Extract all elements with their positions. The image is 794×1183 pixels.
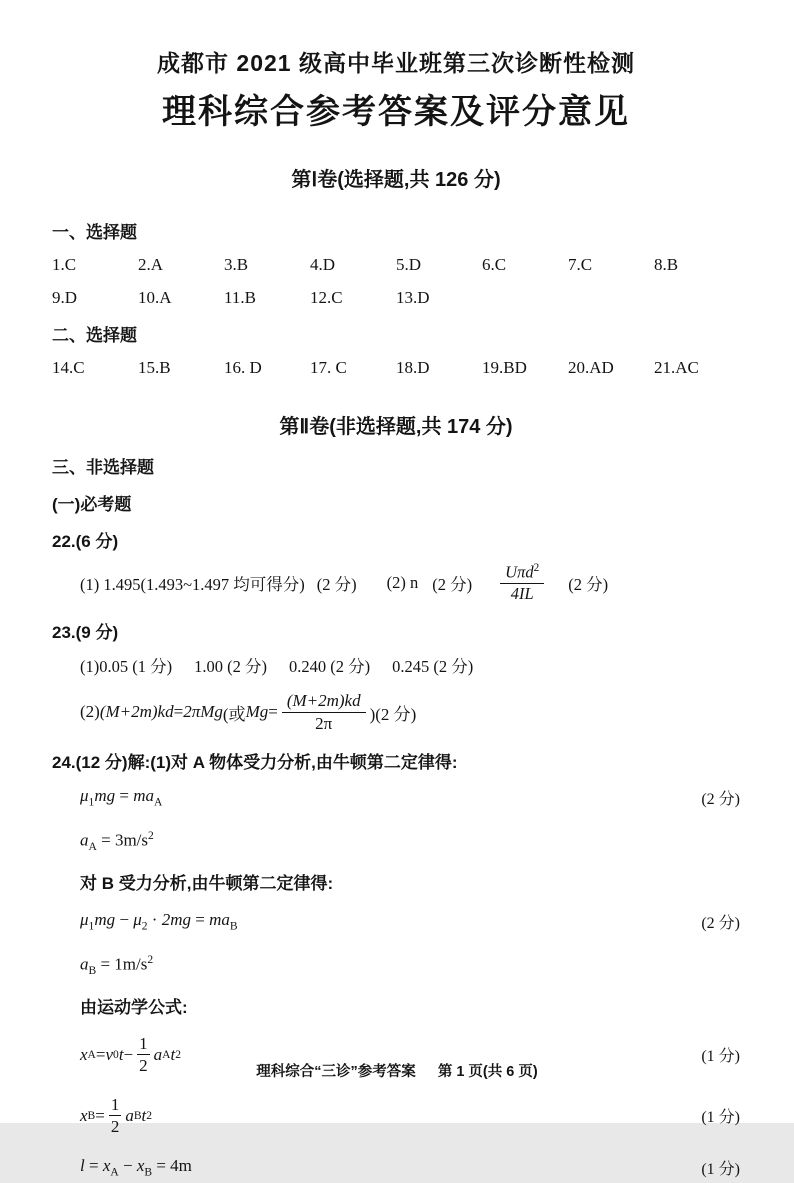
q22-heading: 22.(6 分): [52, 532, 119, 551]
score-badge: (1 分): [701, 1161, 740, 1179]
var-mu: μ: [80, 910, 89, 930]
var-mg: mg: [94, 910, 116, 930]
sub-2: 2: [141, 919, 148, 933]
required-questions-label: (一)必考题: [52, 495, 132, 514]
page-footer: [0, 1060, 794, 1081]
equals-sign: =: [96, 830, 115, 850]
q22-answer-2: (2) n: [386, 573, 419, 593]
q24-text-kinematics: 由运动学公式:: [80, 997, 188, 1017]
var-mu: μ: [80, 786, 89, 806]
part1-label: 一、选择题: [52, 223, 137, 242]
answer-key-title: 理科综合参考答案及评分意见: [162, 93, 630, 131]
var-x: x: [102, 1156, 111, 1176]
q22-score-2: (2 分): [432, 575, 473, 595]
answer-item-13: 13.D: [396, 288, 430, 307]
var-x: x: [136, 1156, 145, 1176]
q23-eq-prefix: (2): [80, 702, 100, 722]
q23-heading: 23.(9 分): [52, 623, 119, 643]
equals-sign: =: [190, 910, 210, 930]
answer-item-5: 5.D: [396, 255, 422, 274]
q24-text-b-analysis: 对 B 受力分析,由牛顿第二定律得:: [80, 873, 334, 893]
sup-2: 2: [146, 1109, 153, 1123]
answer-item-18: 18.D: [396, 358, 430, 377]
sup-2: 2: [148, 828, 154, 842]
var-2mg: 2mg: [161, 910, 191, 930]
dot-operator: ·: [147, 910, 162, 930]
var-t: t: [118, 1044, 124, 1064]
equals-sign: =: [96, 954, 115, 974]
score-badge: (1 分): [701, 1048, 740, 1066]
q24-formula-3: [52, 907, 740, 937]
exam-title: 成都市 2021 级高中毕业班第三次诊断性检测: [157, 50, 635, 76]
q23-eq-or: (或: [222, 704, 246, 724]
var-x: x: [80, 1105, 88, 1125]
section1-heading: 第Ⅰ卷(选择题,共 126 分): [291, 169, 501, 191]
formula-body: [80, 910, 238, 932]
q23-eq-sign2: =: [268, 702, 278, 722]
q24-formula-4: [52, 950, 740, 980]
answers-row-3: [52, 358, 740, 378]
fraction-numerator: (M+2m)kd: [282, 691, 366, 713]
var-mg: mg: [94, 786, 116, 806]
fraction-denominator: 2: [110, 1116, 120, 1136]
fraction-denominator: 2: [139, 1055, 148, 1075]
var-ma: ma: [133, 786, 154, 806]
answer-item-4: 4.D: [310, 255, 336, 274]
value-1ms: 1m/s: [114, 954, 148, 974]
q24-heading: 24.(12 分)解:(1)对 A 物体受力分析,由牛顿第二定律得:: [52, 752, 458, 772]
equals-sign: =: [84, 1156, 103, 1176]
frac-num-exponent: 2: [533, 562, 540, 574]
answer-item-20: 20.AD: [568, 358, 614, 377]
var-l: l: [80, 1156, 85, 1176]
sub-A: A: [88, 839, 97, 853]
answer-item-9: 9.D: [52, 288, 78, 307]
q22-answer-1: (1) 1.495(1.493~1.497 均可得分): [80, 575, 305, 595]
sup-2: 2: [175, 1048, 181, 1062]
value-3ms: 3m/s: [114, 830, 148, 850]
score-badge: (2 分): [701, 915, 740, 933]
formula-body: [80, 1095, 152, 1136]
q22-answers: [52, 562, 740, 604]
sub-A: A: [87, 1048, 96, 1062]
answer-item-21: 21.AC: [654, 358, 699, 377]
score-badge: (1 分): [701, 1109, 740, 1127]
var-a: a: [80, 954, 89, 974]
var-t: t: [170, 1044, 176, 1064]
fraction-m2mkd-over-2pi: [282, 691, 366, 733]
equals-sign: =: [152, 1156, 171, 1176]
sub-1: 1: [88, 919, 95, 933]
sub-A: A: [110, 1165, 119, 1179]
q23-eq-sign: =: [173, 702, 184, 722]
var-mu2: μ: [133, 910, 142, 930]
q24-formula-7: [52, 1153, 740, 1183]
var-a: a: [80, 830, 89, 850]
sub-B: B: [144, 1165, 153, 1179]
sup-2: 2: [147, 952, 154, 966]
q23-eq-suffix: )(2 分): [369, 704, 417, 724]
q23-line2-equation: [52, 691, 740, 733]
minus-sign: −: [115, 910, 134, 930]
frac-num-vars: Uπd: [505, 562, 534, 582]
footer-doc-name: 理科综合“三诊”参考答案: [256, 1064, 416, 1080]
answer-item-1: 1.C: [52, 255, 77, 274]
answers-row-2: [52, 288, 740, 308]
q24-formula-1: [52, 783, 740, 813]
part2-label: 二、选择题: [52, 326, 137, 345]
answer-item-3: 3.B: [224, 255, 249, 274]
equals-sign: =: [95, 1105, 105, 1125]
answers-row-1: [52, 255, 740, 275]
answer-item-10: 10.A: [138, 288, 172, 307]
fraction-numerator: 1: [139, 1033, 148, 1053]
fraction-upid2-over-4il: [500, 562, 544, 604]
answer-item-8: 8.B: [654, 255, 679, 274]
sub-A: A: [153, 795, 163, 809]
fraction-one-half: [109, 1095, 122, 1136]
answer-item-2: 2.A: [138, 255, 164, 274]
q23-answer-1: (1)0.05 (1 分): [80, 657, 173, 677]
q23-answer-4: 0.245 (2 分): [392, 657, 474, 677]
answer-item-17: 17. C: [310, 358, 347, 377]
sub-0: 0: [113, 1048, 119, 1062]
footer-page-number: 第 1 页(共 6 页): [437, 1064, 538, 1080]
q22-score-3: (2 分): [568, 575, 609, 595]
q23-eq-rhs: 2πMg: [183, 702, 223, 722]
sub-B: B: [229, 919, 238, 933]
q24-formula-2: [52, 826, 740, 856]
answer-item-16: 16. D: [224, 358, 262, 377]
formula-body: [80, 953, 153, 977]
formula-body: [80, 829, 154, 853]
fraction-numerator: [500, 562, 544, 584]
equals-sign: =: [115, 786, 134, 806]
answer-item-14: 14.C: [52, 358, 85, 377]
value-4m: 4m: [170, 1156, 192, 1176]
q23-answer-3: 0.240 (2 分): [288, 657, 371, 677]
q23-line1: [52, 653, 740, 677]
sub-B: B: [87, 1109, 96, 1123]
formula-body: [80, 1156, 192, 1178]
var-ma: ma: [209, 910, 230, 930]
answer-item-15: 15.B: [138, 358, 171, 377]
q22-score-1: (2 分): [316, 575, 357, 595]
fraction-denominator: 2π: [315, 713, 333, 733]
var-x: x: [80, 1044, 88, 1064]
part3-label: 三、非选择题: [52, 458, 154, 477]
answer-item-7: 7.C: [568, 255, 593, 274]
q23-eq-mg: Mg: [245, 702, 269, 722]
fraction-denominator: 4IL: [510, 584, 534, 604]
fraction-numerator: 1: [110, 1094, 120, 1114]
var-a: a: [153, 1044, 163, 1064]
equals-sign: =: [95, 1044, 106, 1064]
minus-sign: −: [118, 1156, 137, 1176]
var-v: v: [105, 1044, 114, 1064]
q24-formula-6: [52, 1092, 740, 1140]
sub-B: B: [88, 963, 97, 977]
var-a: a: [125, 1105, 134, 1125]
answer-item-12: 12.C: [310, 288, 343, 307]
sub-1: 1: [88, 795, 95, 809]
var-t: t: [141, 1105, 147, 1125]
answer-item-11: 11.B: [224, 288, 256, 307]
q23-eq-lhs: (M+2m)kd: [99, 702, 174, 722]
formula-body: [80, 786, 162, 808]
section2-heading: 第Ⅱ卷(非选择题,共 174 分): [279, 416, 513, 438]
score-badge: (2 分): [701, 791, 740, 809]
minus-sign: −: [123, 1044, 134, 1064]
q23-answer-2: 1.00 (2 分): [194, 657, 267, 677]
answer-item-19: 19.BD: [482, 358, 527, 377]
sub-B: B: [133, 1109, 142, 1123]
sub-A: A: [162, 1048, 171, 1062]
answer-item-6: 6.C: [482, 255, 507, 274]
